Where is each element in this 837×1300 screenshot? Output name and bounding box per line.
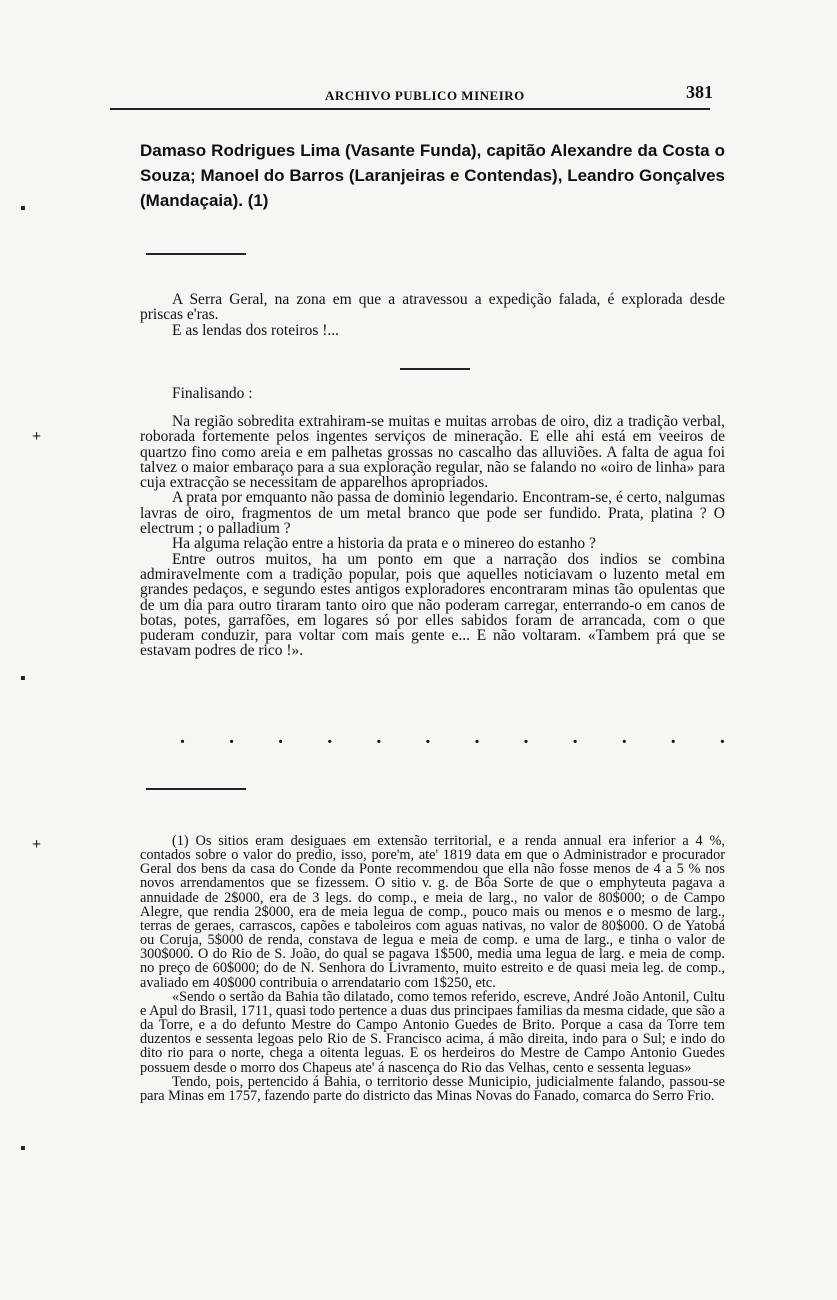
footnote xyxy=(140,834,725,1103)
intro-paragraph: Damaso Rodrigues Lima (Vasante Funda), capitão Alexandre da Costa o Souza; Manoel do Barros (Laranjeiras e Contendas), Leandro Gonçalves (Mandaçaia). (1) xyxy=(140,141,725,210)
footnote-divider xyxy=(146,788,246,790)
page-number: 381 xyxy=(686,82,713,102)
margin-mark: + xyxy=(32,836,42,853)
serra-text: A Serra Geral, na zona em que a atravessou a expedição falada, é explorada desde priscas e'ras. xyxy=(140,291,725,324)
section-divider xyxy=(146,253,246,255)
running-header xyxy=(110,80,725,108)
margin-mark: + xyxy=(32,428,42,445)
serra-paragraph xyxy=(140,292,725,338)
ellipsis-row: . . . . . . . . . . . . xyxy=(180,726,725,748)
margin-mark: ▪ xyxy=(20,1140,26,1157)
journal-title: ARCHIVO PUBLICO MINEIRO xyxy=(325,88,525,103)
header-rule xyxy=(110,108,710,110)
footnote-municipio: Tendo, pois, pertencido á Bahia, o territorio desse Municipio, judicialmente falando, passou-se para Minas em 1757, fazendo parte do districto das Minas Novas do Fanado, comarca do Serro Frio. xyxy=(140,1073,725,1104)
paragraph-indios: Entre outros muitos, ha um ponto em que a narração dos indios se combina admiravelmente com a tradição popular, pois que aquelles noticiavam o luzento metal em grandes pedaços, e segundo estes antigos exploradores encontraram minas tão opulentas que de um dia para outro tiraram tanto oiro que não poderam carregar, enterrando-o em canos de botas, potes, garrafões, em logares só por elles sabidos foram de arrancada, com o que puderam conduzir, para voltar com mais gente e... E não voltaram. «Tambem prá que se estavam podres de rico !». xyxy=(140,550,725,660)
paragraph-oiro: Na região sobredita extrahiram-se muitas e muitas arrobas de oiro, diz a tradição verbal, roborada fortemente pelos ingentes serviços de mineração. E elle ahi está em veeiros de quartzo fino como areia e em palhetas grossas no cascalho das alluviões. A falta de agua foi talvez o maior embaraço para a sua exploração regular, não se falando no «oiro de linha» para cuja extracção se necessitam de apparelhos apropriados. xyxy=(140,413,725,492)
lendas-text: E as lendas dos roteiros !... xyxy=(172,321,340,339)
paragraph-estanho: Ha alguma relação entre a historia da prata e o minereo do estanho ? xyxy=(172,535,596,553)
footnote-antonil: «Sendo o sertão da Bahia tão dilatado, como temos referido, escreve, André João Antonil, Cultu e Apul do Brasil, 1711, quasi todo pertence a duas dus principaes familias da mesma cidade, que são a da Torre, e a do defunto Mestre do Campo Antonio Guedes de Brito. Porque a casa da Torre tem duzentos e sessenta legoas pelo Rio de S. Francisco acima, á mão direita, indo para o Sul; e indo do dito rio para o norte, chega a oitenta leguas. E os herdeiros do Mestre de Campo Antonio Guedes possuem desde o morro dos Chapeus ate' á nascença do Rio das Velhas, cento e sessenta leguas» xyxy=(140,988,725,1076)
section-heading: Finalisando : xyxy=(172,385,253,402)
paragraph-prata: A prata por emquanto não passa de dominio legendario. Encontram-se, é certo, nalgumas lavras de oiro, fragmentos de um metal branco que pode ser fundido. Prata, platina ? O electrum ; o palladium ? xyxy=(140,489,725,538)
section-divider xyxy=(400,368,470,370)
finalisando-body xyxy=(140,414,725,659)
footnote-sitios: (1) Os sitios eram desiguaes em extensão territorial, e a renda annual era inferior a 4 %, contados sobre o valor do predio, isso, pore'm, ate' 1819 data em que o Administrador e procurador Geral dos bens da casa do Conde da Ponte recommendou que ella não fosse menos de 4 a 5 % nos novos arrendamentos que se fizessem. O sitio v. g. de Bôa Sorte de que o emphyteuta pagava a annuidade de 2$000, era de 3 legs. do comp., e meia de larg., no valor de 80$000; o de Campo Alegre, que rendia 2$000, era de meia legua de comp., pouco mais ou menos e o mesmo de larg., terras de geraes, carrascos, capões e taboleiros com aguas nativas, no valor de 80$000. O de Yatobá ou Coruja, 5$000 de renda, constava de legua e meia de comp. e uma de larg., e tinha o valor de 300$000. O do Rio de S. João, do qual se pagava 1$500, media uma legua de larg. e meia de comp. no preço de 60$000; do de N. Senhora do Livramento, muito estreito e de quasi meia leg. de comp., avaliado em 40$000 contribuia o arrendatario com 1$250, etc. xyxy=(140,833,725,991)
margin-mark: ▪ xyxy=(20,200,26,217)
margin-mark: ▪ xyxy=(20,670,26,687)
